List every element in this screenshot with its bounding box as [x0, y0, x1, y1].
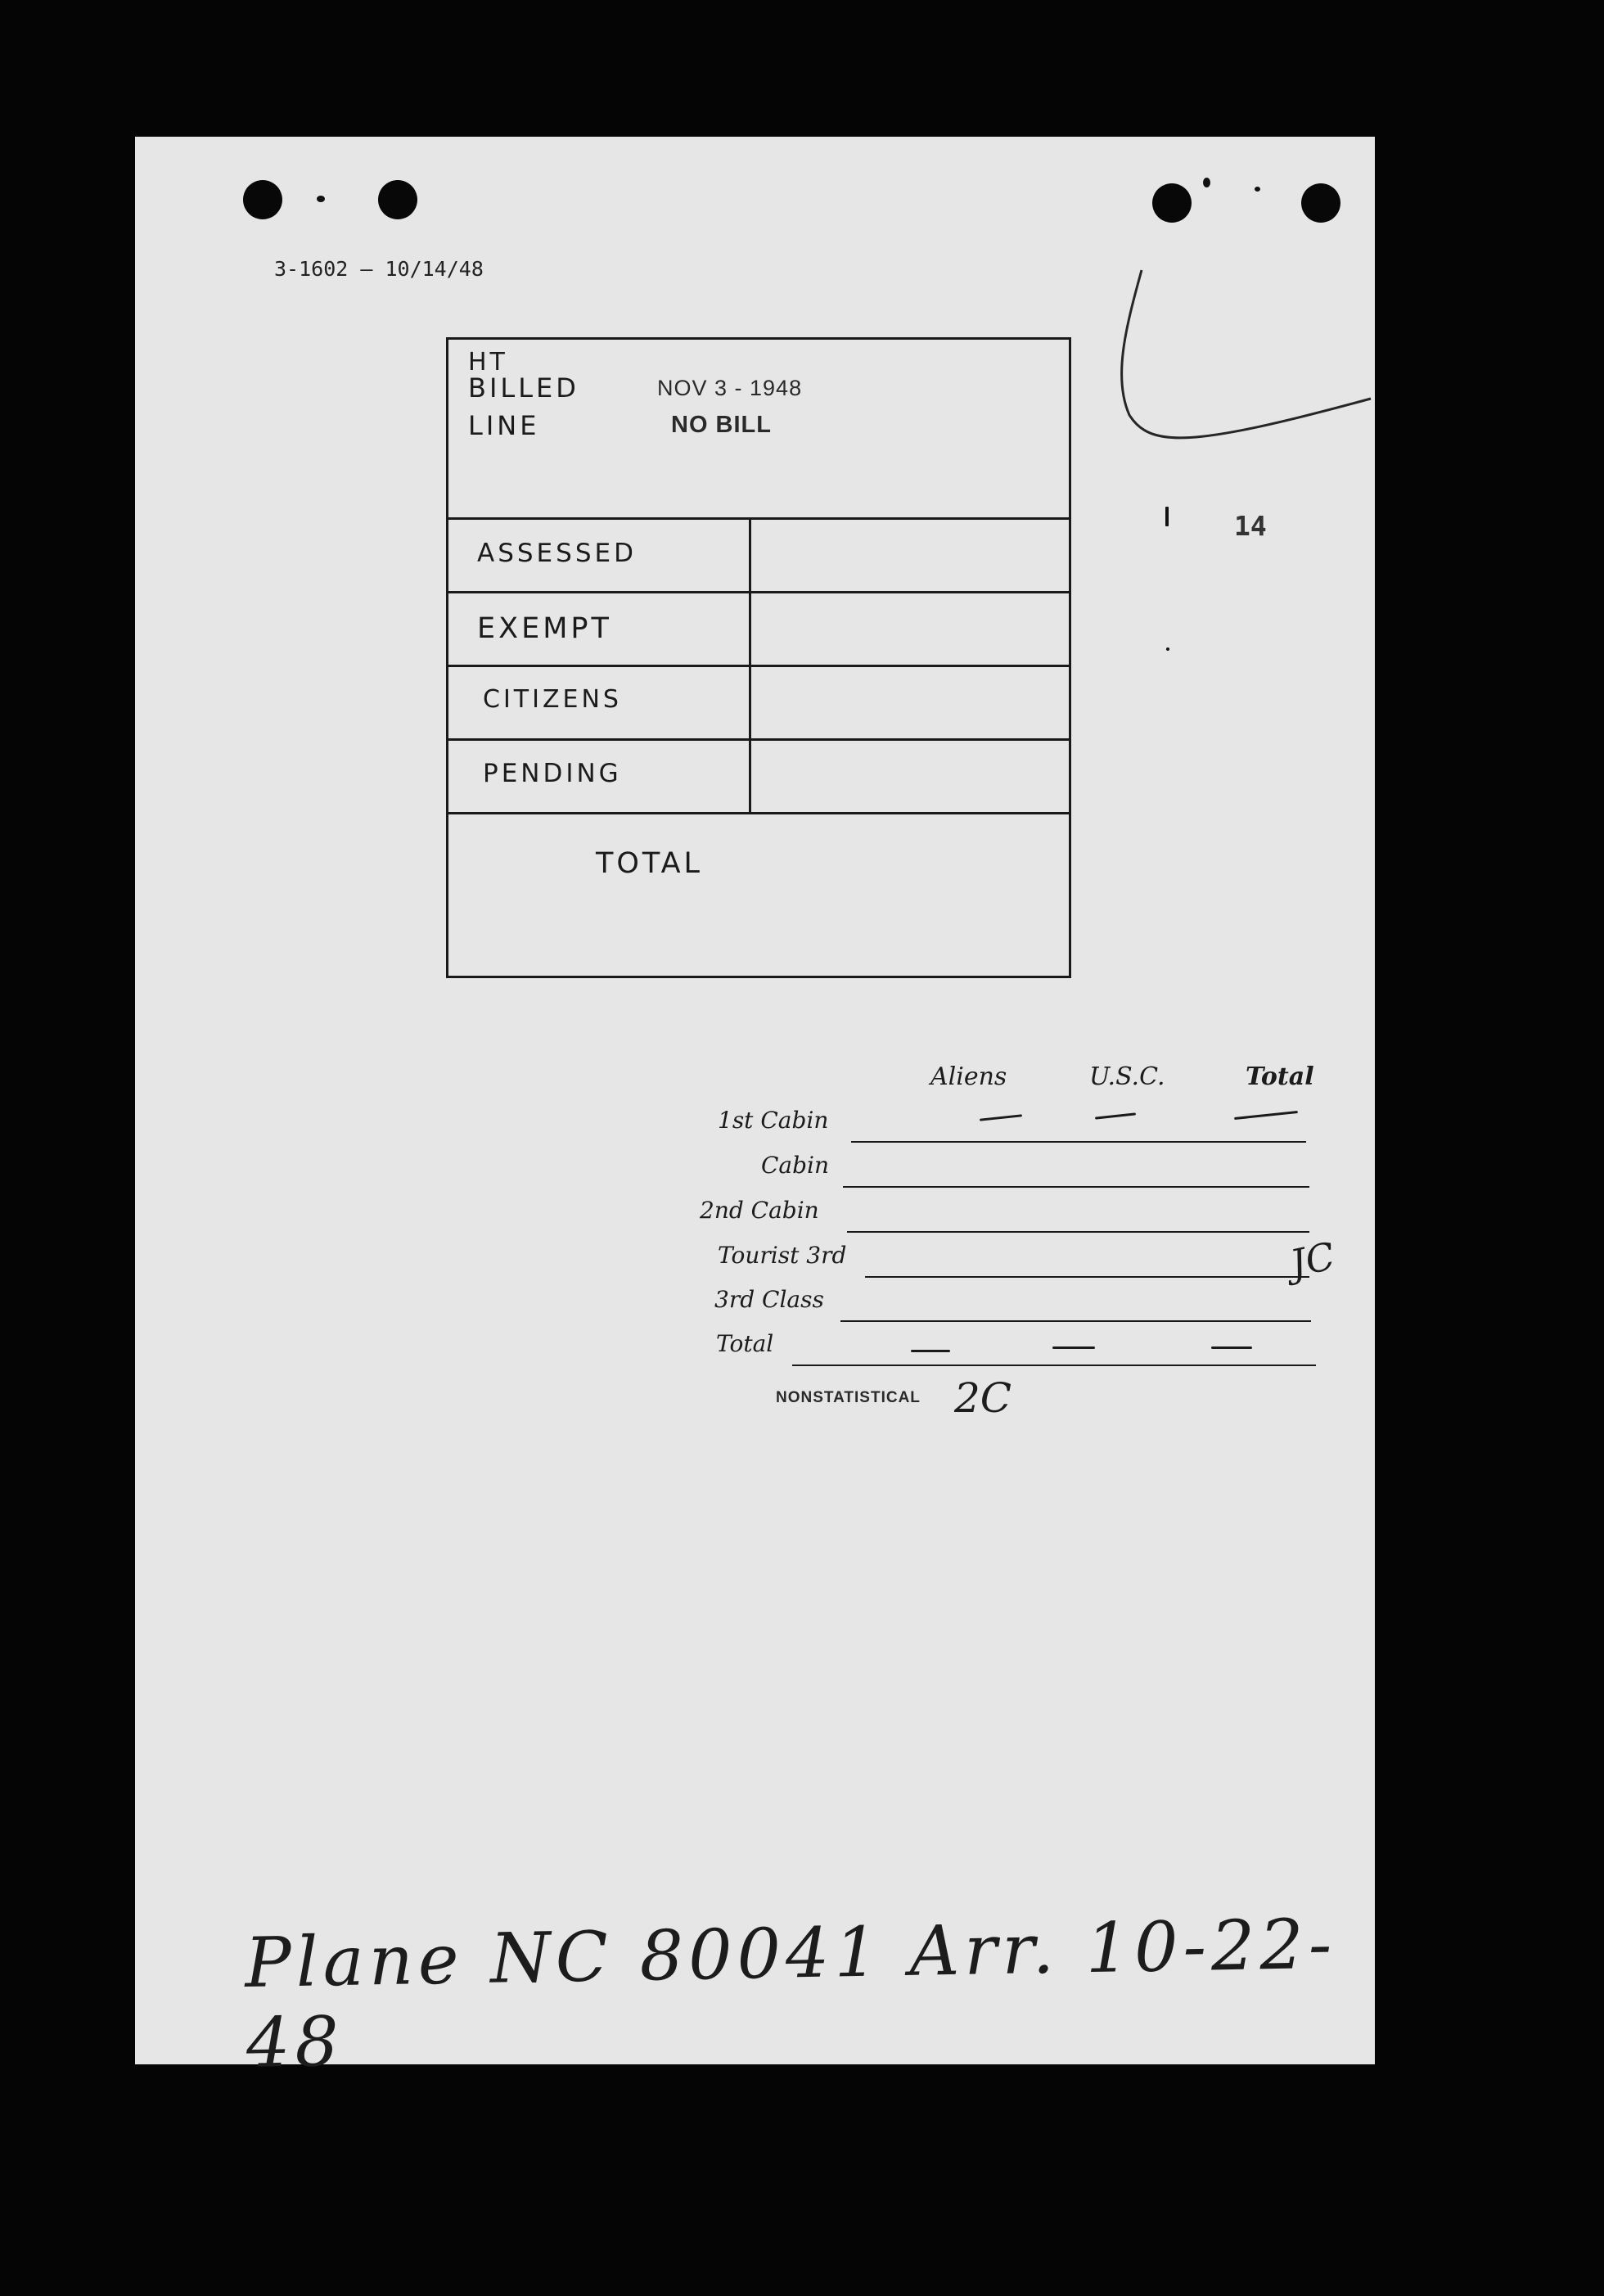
- tally-row-second-cabin: 2nd Cabin: [700, 1197, 819, 1224]
- date-stamp: NOV 3 - 1948: [657, 376, 803, 400]
- tally-header-total: Total: [1246, 1062, 1314, 1091]
- assessed-label: ASSESSED: [477, 539, 637, 568]
- tally-row-total: Total: [716, 1330, 774, 1357]
- billed-label: BILLED: [468, 372, 579, 404]
- punch-hole-right-1: [1152, 183, 1192, 223]
- ht-label: HT: [468, 348, 508, 377]
- form-reference: 3-1602 — 10/14/48: [274, 257, 484, 281]
- document-sheet: [135, 137, 1375, 2084]
- pending-label: PENDING: [483, 759, 622, 788]
- line-label: LINE: [468, 410, 540, 441]
- total-label: TOTAL: [596, 847, 704, 880]
- tally-row-tourist-third: Tourist 3rd: [718, 1242, 847, 1269]
- citizens-label: CITIZENS: [483, 685, 622, 714]
- nonstatistical-stamp: NONSTATISTICAL: [776, 1389, 921, 1406]
- tally-row-first-cabin: 1st Cabin: [718, 1107, 829, 1134]
- punch-hole-left-1: [243, 180, 282, 219]
- no-bill-stamp: NO BILL: [671, 412, 772, 438]
- billing-box: [446, 337, 1071, 978]
- punch-hole-right-2: [1301, 183, 1340, 223]
- tally-header-usc: U.S.C.: [1089, 1062, 1165, 1091]
- nonstatistical-count: 2C: [954, 1374, 1012, 1422]
- margin-number: 14: [1234, 510, 1267, 542]
- footer-handwritten-note: Plane NC 80041 Arr. 10-22-48: [244, 1903, 1337, 2084]
- tally-initials: JC: [1286, 1234, 1339, 1286]
- tally-row-third-class: 3rd Class: [714, 1286, 824, 1313]
- exempt-label: EXEMPT: [477, 612, 612, 645]
- punch-hole-left-2: [378, 180, 417, 219]
- pencil-check-mark: [1117, 264, 1379, 460]
- tally-row-cabin: Cabin: [761, 1152, 830, 1179]
- tally-header-aliens: Aliens: [930, 1062, 1007, 1091]
